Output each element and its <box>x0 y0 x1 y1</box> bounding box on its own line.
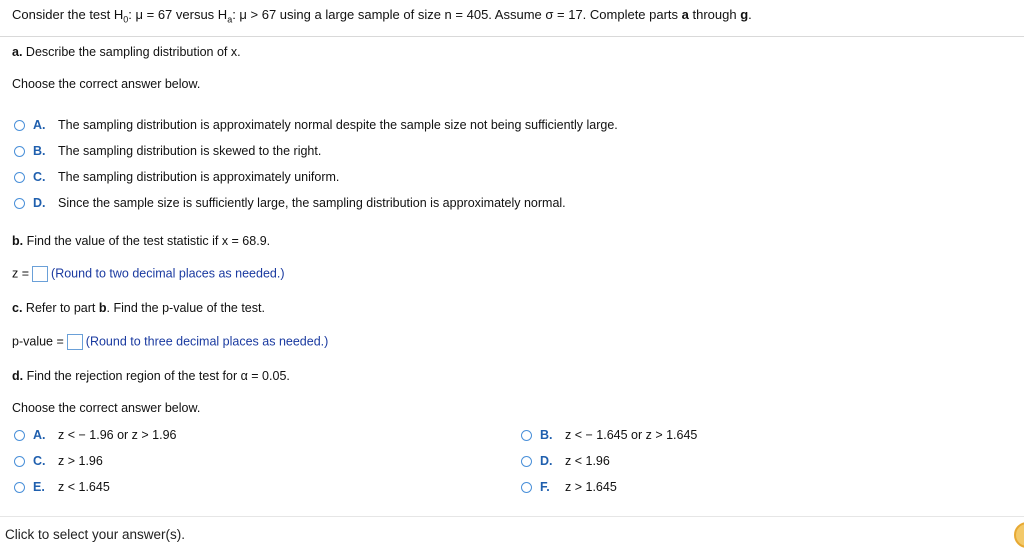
part-a-instruction: Choose the correct answer below. <box>12 77 201 91</box>
help-button[interactable] <box>1014 522 1024 548</box>
part-a-question: a. Describe the sampling distribution of x. <box>12 45 241 59</box>
radio-button[interactable] <box>14 146 25 157</box>
radio-button[interactable] <box>14 120 25 131</box>
header-divider <box>0 36 1024 37</box>
p-value-answer-input[interactable] <box>67 334 83 350</box>
part-c-question: c. Refer to part b. Find the p-value of the test. <box>12 301 265 315</box>
radio-button[interactable] <box>14 456 25 467</box>
part-d-question: d. Find the rejection region of the test for α = 0.05. <box>12 369 290 383</box>
footer-divider <box>0 516 1024 517</box>
part-c-answer-row: p-value = (Round to three decimal places as needed.) <box>12 334 329 349</box>
footer-instruction: Click to select your answer(s). <box>5 527 186 542</box>
radio-button[interactable] <box>14 482 25 493</box>
problem-statement: Consider the test $H_0$: μ = 67 versus $H_a$: μ > 67 using a large sample of size n = 405. Assume σ = 17. Complete parts a through g. <box>12 7 752 25</box>
radio-button[interactable] <box>521 482 532 493</box>
radio-button[interactable] <box>521 456 532 467</box>
radio-button[interactable] <box>14 198 25 209</box>
z-answer-input[interactable] <box>32 266 48 282</box>
part-d-instruction: Choose the correct answer below. <box>12 401 201 415</box>
radio-button[interactable] <box>521 430 532 441</box>
part-b-answer-row: z = (Round to two decimal places as needed.) <box>12 266 285 281</box>
radio-button[interactable] <box>14 430 25 441</box>
part-b-question: b. Find the value of the test statistic if x = 68.9. <box>12 234 271 248</box>
radio-button[interactable] <box>14 172 25 183</box>
